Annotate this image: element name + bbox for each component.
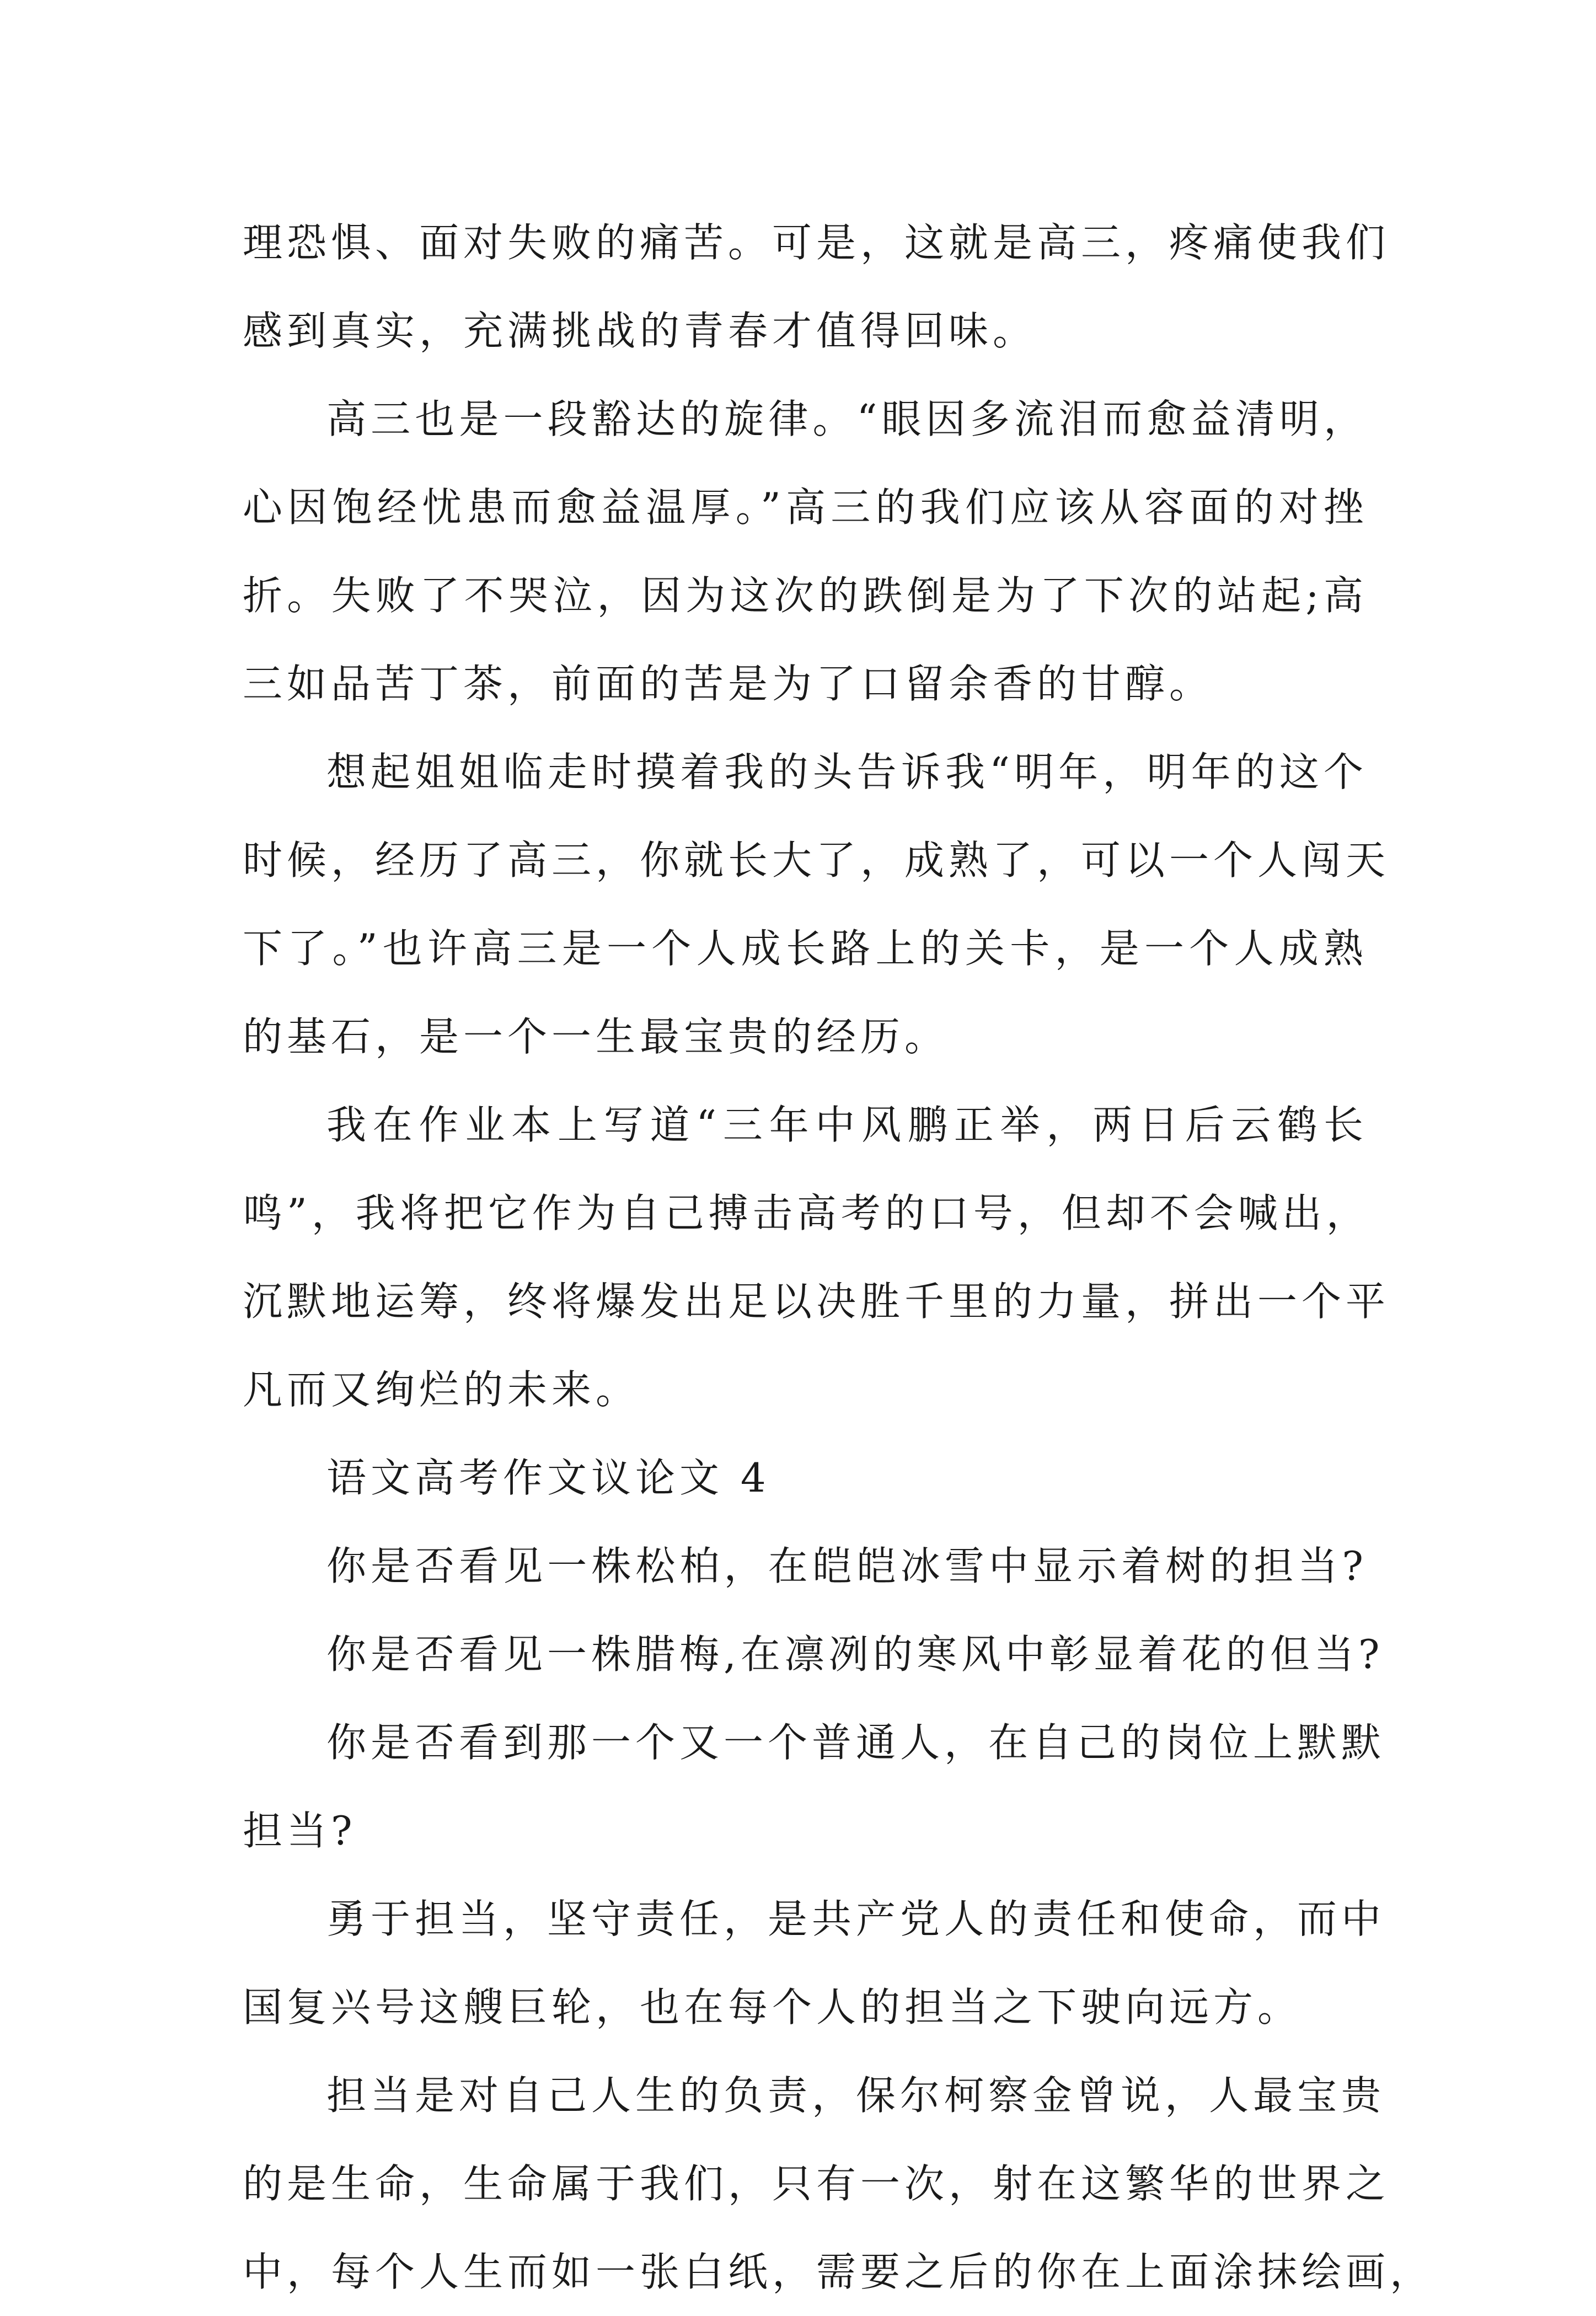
text-line: 国复兴号这艘巨轮，也在每个人的担当之下驶向远方。 bbox=[243, 1984, 1302, 2030]
text-line: 担当是对自己人生的负责，保尔柯察金曾说，人最宝贵 bbox=[326, 2072, 1386, 2119]
text-line: 中，每个人生而如一张白纸，需要之后的你在上面涂抹绘画， bbox=[243, 2249, 1434, 2295]
essay-body bbox=[243, 199, 1434, 2316]
text-line: 下了。”也许高三是一个人成长路上的关卡，是一个人成熟 bbox=[243, 925, 1368, 972]
text-line: 三如品苦丁茶，前面的苦是为了口留余香的甘醇。 bbox=[243, 661, 1214, 707]
text-line: 的是生命，生命属于我们，只有一次，射在这繁华的世界之 bbox=[243, 2160, 1390, 2207]
text-line: 担当? bbox=[243, 1808, 357, 1854]
text-line: 感到真实，充满挑战的青春才值得回味。 bbox=[243, 308, 1037, 354]
text-line: 你是否看见一株腊梅,在凛冽的寒风中彰显着花的但当? bbox=[326, 1631, 1384, 1677]
text-line: 你是否看到那一个又一个普通人，在自己的岗位上默默 bbox=[326, 1719, 1386, 1766]
text-line: 折。失败了不哭泣，因为这次的跌倒是为了下次的站起;高 bbox=[243, 572, 1368, 619]
text-line: 的基石，是一个一生最宝贵的经历。 bbox=[243, 1014, 949, 1060]
text-line: 时候，经历了高三，你就长大了，成熟了，可以一个人闯天 bbox=[243, 837, 1390, 883]
text-line: 语文高考作文议论文 4 bbox=[326, 1455, 770, 1501]
text-line: 我在作业本上写道“三年中风鹏正举，两日后云鹤长 bbox=[326, 1102, 1368, 1148]
text-line: 凡而又绚烂的未来。 bbox=[243, 1366, 640, 1413]
text-line: 高三也是一段豁达的旋律。“眼因多流泪而愈益清明， bbox=[326, 396, 1368, 442]
text-line: 想起姐姐临走时摸着我的头告诉我“明年，明年的这个 bbox=[326, 749, 1368, 795]
text-line: 沉默地运筹，终将爆发出足以决胜千里的力量，拼出一个平 bbox=[243, 1278, 1390, 1325]
text-line: 你是否看见一株松柏，在皑皑冰雪中显示着树的担当? bbox=[326, 1543, 1368, 1589]
text-line: 心因饱经忧患而愈益温厚。”高三的我们应该从容面的对挫 bbox=[243, 484, 1368, 530]
text-line: 理恐惧、面对失败的痛苦。可是，这就是高三，疼痛使我们 bbox=[243, 219, 1390, 266]
text-line: 鸣”，我将把它作为自己搏击高考的口号，但却不会喊出， bbox=[243, 1190, 1370, 1236]
text-line: 勇于担当，坚守责任，是共产党人的责任和使命，而中 bbox=[326, 1896, 1386, 1942]
